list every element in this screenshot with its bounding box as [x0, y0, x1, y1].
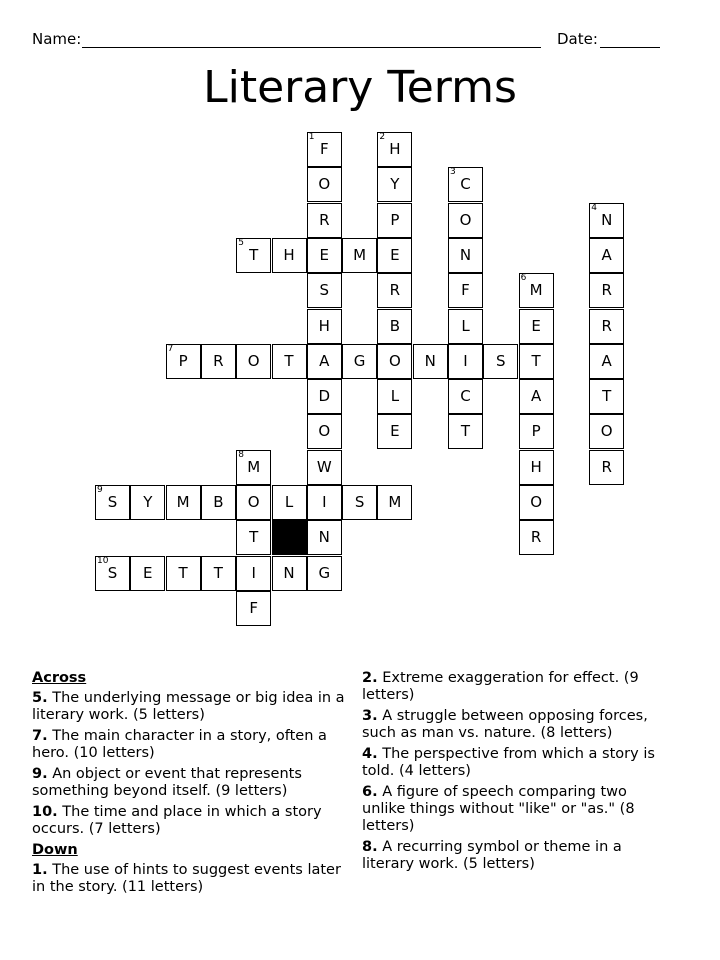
cell-letter: H [530, 457, 542, 476]
crossword-cell[interactable] [307, 485, 342, 520]
crossword-cell[interactable] [307, 132, 342, 167]
down-heading: Down [32, 842, 78, 858]
clue-number: 5. [32, 690, 48, 706]
cell-letter: C [460, 387, 471, 406]
cell-letter: T [213, 563, 223, 582]
crossword-cell[interactable] [519, 309, 554, 344]
clue-text: An object or event that represents something beyond itself. (9 letters) [32, 766, 302, 799]
crossword-cell[interactable] [307, 309, 342, 344]
crossword-cell[interactable] [377, 203, 412, 238]
clue-number: 9 [97, 485, 103, 495]
crossword-cell[interactable] [95, 485, 130, 520]
crossword-cell[interactable] [448, 238, 483, 273]
down-clue-list [32, 862, 352, 896]
clue-number: 8 [238, 449, 244, 460]
crossword-cell[interactable] [307, 167, 342, 202]
cell-letter: N [318, 528, 330, 547]
cell-letter: E [319, 245, 330, 264]
clue-text: The use of hints to suggest events later in the story. (11 letters) [32, 862, 341, 895]
cell-letter: P [531, 422, 541, 441]
crossword-cell[interactable] [272, 344, 307, 379]
clue-number: 9. [32, 766, 48, 782]
crossword-cell[interactable] [589, 344, 624, 379]
name-label: Name: [32, 30, 82, 48]
cell-letter: O [247, 493, 260, 511]
clue-item [362, 784, 672, 835]
crossword-cell[interactable] [201, 485, 236, 520]
cell-letter: N [283, 563, 295, 582]
cell-letter: T [531, 351, 541, 370]
cell-letter: C [460, 175, 471, 194]
crossword-cell[interactable] [307, 414, 342, 449]
cell-letter: A [530, 387, 542, 406]
cell-letter: Y [143, 493, 153, 511]
cell-letter: A [319, 351, 330, 370]
cell-letter: L [390, 387, 400, 406]
crossword-cell[interactable] [236, 520, 271, 555]
clue-number: 10. [32, 804, 58, 820]
clue-item [362, 708, 672, 742]
clue-number: 5 [238, 237, 244, 248]
clue-item [32, 690, 352, 724]
crossword-cell[interactable] [166, 556, 201, 591]
clue-item [32, 862, 352, 896]
clue-item [32, 804, 352, 838]
crossword-cell[interactable] [519, 344, 554, 379]
cell-letter: O [459, 210, 472, 229]
crossword-cell[interactable] [236, 591, 271, 626]
cell-letter: G [318, 563, 331, 582]
cell-letter: M [176, 493, 190, 511]
cell-letter: T [249, 528, 259, 547]
crossword-cell[interactable] [272, 238, 307, 273]
clue-number: 1 [308, 132, 315, 142]
crossword-cell[interactable] [307, 520, 342, 555]
cell-letter: Y [390, 175, 400, 194]
cell-letter: R [319, 210, 330, 229]
cell-letter: N [424, 351, 436, 370]
crossword-cell[interactable] [166, 485, 201, 520]
cell-letter: E [390, 245, 400, 264]
cell-letter: M [529, 281, 543, 300]
cell-letter: S [354, 493, 365, 511]
crossword-cell[interactable] [589, 379, 624, 414]
crossword-cell[interactable] [589, 238, 624, 273]
cell-letter: I [463, 351, 468, 370]
crossword-cell[interactable] [519, 450, 554, 485]
cell-letter: R [601, 281, 612, 300]
cell-letter: I [251, 563, 256, 582]
crossword-cell[interactable] [519, 379, 554, 414]
crossword-cell[interactable] [589, 273, 624, 308]
crossword-cell[interactable] [236, 238, 271, 273]
crossword-cell[interactable] [307, 344, 342, 379]
cell-letter: M [388, 493, 402, 511]
crossword-cell[interactable] [377, 379, 412, 414]
cell-letter: E [531, 316, 541, 335]
clue-number: 8. [362, 839, 378, 855]
cell-letter: T [460, 422, 471, 441]
crossword-cell[interactable] [448, 273, 483, 308]
crossword-cell[interactable] [342, 485, 377, 520]
cell-letter: B [389, 316, 401, 335]
clue-item [362, 839, 672, 873]
crossword-cell[interactable] [589, 203, 624, 238]
crossword-cell[interactable] [307, 238, 342, 273]
crossword-cell[interactable] [272, 556, 307, 591]
cell-letter: R [530, 528, 542, 547]
cell-letter: T [249, 245, 259, 264]
cell-letter: L [461, 316, 470, 335]
cell-letter: O [600, 422, 613, 441]
crossword-cell[interactable] [201, 344, 236, 379]
cell-letter: N [459, 245, 472, 264]
date-label: Date: [557, 30, 598, 48]
cell-letter: R [389, 281, 401, 300]
cell-letter: B [213, 493, 224, 511]
cell-letter: T [284, 351, 294, 370]
page-title: Literary Terms [203, 62, 517, 113]
cell-letter: W [316, 457, 332, 476]
cell-letter: M [247, 457, 261, 476]
clue-number: 2. [362, 670, 378, 686]
crossword-cell[interactable] [519, 273, 554, 308]
cell-letter: O [388, 351, 401, 370]
cell-letter: F [461, 281, 470, 300]
down-clue-list-continued [362, 670, 672, 873]
crossword-cell[interactable] [307, 273, 342, 308]
crossword-cell[interactable] [342, 344, 377, 379]
cell-letter: M [353, 245, 367, 264]
cell-letter: P [390, 210, 400, 229]
cell-letter: O [247, 351, 260, 370]
crossword-cell[interactable] [448, 203, 483, 238]
cell-letter: O [530, 493, 542, 511]
crossword-cell[interactable] [307, 556, 342, 591]
crossword-cell[interactable] [201, 556, 236, 591]
crossword-cell[interactable] [307, 379, 342, 414]
cell-letter: T [178, 563, 188, 582]
cell-letter: S [107, 563, 118, 582]
crossword-cell[interactable] [448, 379, 483, 414]
clue-text: Extreme exaggeration for effect. (9 letters) [362, 670, 639, 703]
crossword-cell[interactable] [377, 414, 412, 449]
crossword-cell[interactable] [377, 309, 412, 344]
cell-letter: H [389, 140, 401, 158]
clue-text: A recurring symbol or theme in a literary work. (5 letters) [362, 839, 622, 872]
across-clue-list [32, 690, 352, 838]
cell-letter: A [601, 351, 612, 370]
clue-item [32, 728, 352, 762]
crossword-cell[interactable] [130, 556, 165, 591]
cell-letter: R [601, 316, 612, 335]
crossword-cell[interactable] [448, 309, 483, 344]
clue-text: A struggle between opposing forces, such as man vs. nature. (8 letters) [362, 708, 648, 741]
clues-left-column [32, 670, 352, 900]
cell-letter: R [213, 351, 224, 370]
crossword-cell[interactable] [413, 344, 448, 379]
blocked-cell [272, 520, 307, 555]
crossword-cell[interactable] [272, 485, 307, 520]
crossword-cell[interactable] [95, 556, 130, 591]
crossword-cell[interactable] [377, 132, 412, 167]
clue-text: The perspective from which a story is told. (4 letters) [362, 746, 655, 779]
cell-letter: O [318, 422, 331, 441]
cell-letter: N [601, 210, 613, 229]
cell-letter: A [601, 245, 612, 264]
clue-number: 6 [520, 273, 527, 284]
clue-item [362, 670, 672, 704]
crossword-cell[interactable] [236, 556, 271, 591]
crossword-cell[interactable] [377, 167, 412, 202]
clue-number: 7 [167, 343, 174, 354]
clue-number: 3. [362, 708, 378, 724]
cell-letter: P [178, 351, 188, 370]
crossword-cell[interactable] [236, 344, 271, 379]
cell-letter: G [353, 351, 366, 370]
crossword-cell[interactable] [307, 203, 342, 238]
crossword-cell[interactable] [483, 344, 518, 379]
cell-letter: D [318, 387, 331, 406]
cell-letter: F [319, 140, 329, 158]
crossword-cell[interactable] [307, 450, 342, 485]
clues-right-column [362, 670, 672, 877]
crossword-cell[interactable] [448, 414, 483, 449]
clue-number: 4 [591, 202, 597, 213]
cell-letter: L [284, 493, 294, 511]
cell-letter: H [318, 316, 330, 335]
cell-letter: R [601, 457, 612, 476]
cell-letter: T [602, 387, 612, 406]
crossword-cell[interactable] [519, 414, 554, 449]
crossword-cell[interactable] [589, 414, 624, 449]
clue-item [32, 766, 352, 800]
crossword-cell[interactable] [519, 520, 554, 555]
across-heading: Across [32, 670, 87, 686]
clue-item [362, 746, 672, 780]
clue-text: The time and place in which a story occurs. (7 letters) [32, 804, 322, 837]
crossword-cell[interactable] [377, 344, 412, 379]
cell-letter: H [283, 245, 295, 264]
crossword-cell[interactable] [377, 273, 412, 308]
clue-text: The main character in a story, often a hero. (10 letters) [32, 728, 327, 761]
crossword-cell[interactable] [342, 238, 377, 273]
clue-number: 3 [450, 167, 456, 178]
clue-number: 10 [97, 555, 109, 566]
crossword-cell[interactable] [519, 485, 554, 520]
cell-letter: S [319, 281, 330, 300]
clue-text: A figure of speech comparing two unlike things without "like" or "as." (8 letters) [362, 784, 635, 834]
clue-number: 1. [32, 862, 48, 878]
crossword-cell[interactable] [377, 238, 412, 273]
cell-letter: S [496, 351, 506, 370]
cell-letter: S [107, 493, 118, 511]
clue-number: 6. [362, 784, 378, 800]
crossword-cell[interactable] [448, 167, 483, 202]
clue-number: 4. [362, 746, 378, 762]
cell-letter: F [249, 598, 258, 617]
crossword-cell[interactable] [377, 485, 412, 520]
crossword-cell[interactable] [448, 344, 483, 379]
cell-letter: E [143, 563, 153, 582]
crossword-cell[interactable] [589, 309, 624, 344]
crossword-cell[interactable] [166, 344, 201, 379]
cell-letter: E [390, 422, 400, 441]
crossword-cell[interactable] [236, 450, 271, 485]
crossword-cell[interactable] [589, 450, 624, 485]
cell-letter: O [318, 175, 331, 194]
clue-number: 2 [379, 132, 386, 142]
cell-letter: I [322, 493, 327, 511]
clue-text: The underlying message or big idea in a literary work. (5 letters) [32, 690, 345, 723]
crossword-cell[interactable] [130, 485, 165, 520]
crossword-cell[interactable] [236, 485, 271, 520]
clue-number: 7. [32, 728, 48, 744]
